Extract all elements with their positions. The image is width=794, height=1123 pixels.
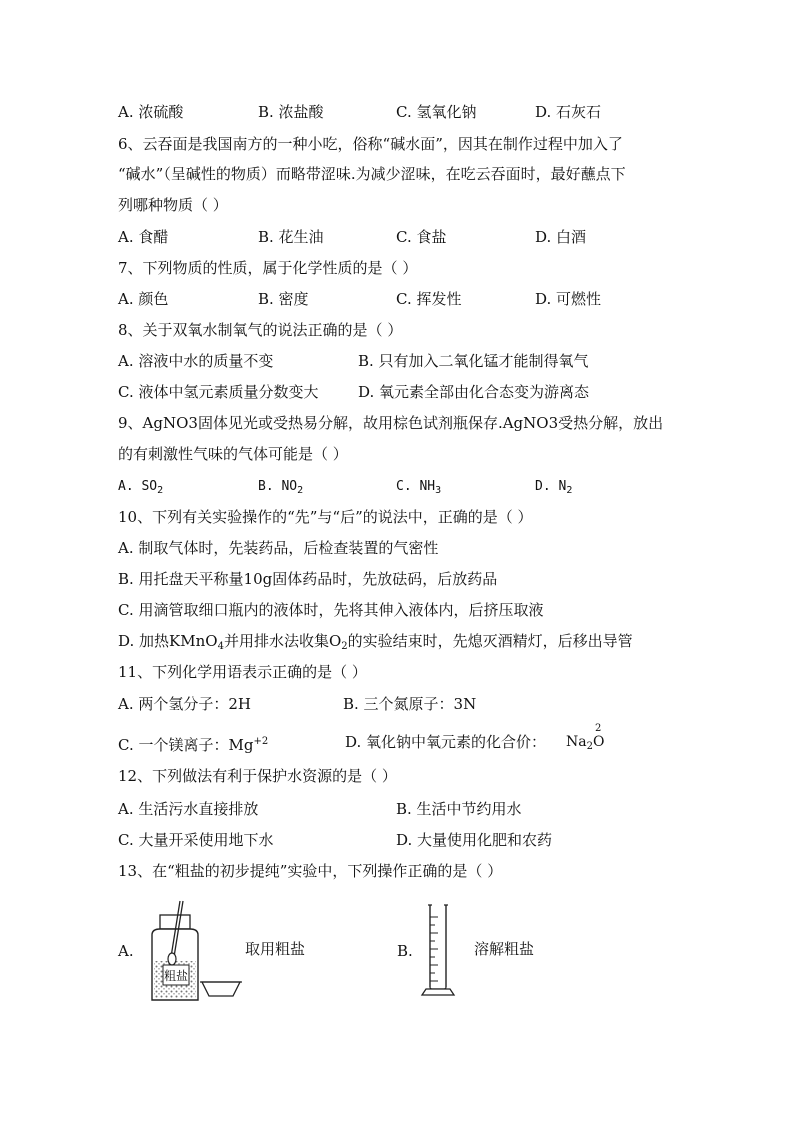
q6-option-a: A. 食醋 [118, 228, 169, 246]
q9-option-c-formula: C. NH [396, 479, 436, 494]
q12-option-a: A. 生活污水直接排放 [118, 800, 259, 818]
q9-option-a-subscript: 2 [157, 485, 164, 496]
q6-stem-line-3: 列哪种物质（ ） [118, 196, 228, 214]
q9-option-c [396, 477, 441, 501]
q8-option-a: A. 溶液中水的质量不变 [118, 352, 274, 370]
q10-option-a: A. 制取气体时，先装药品，后检查装置的气密性 [118, 539, 439, 557]
q10-option-d [118, 631, 633, 657]
q11-option-c [118, 732, 268, 755]
q12-option-c: C. 大量开采使用地下水 [118, 831, 274, 849]
q10-option-d-text-2: 并用排水法收集O [223, 632, 342, 650]
q10-option-d-sub-1: 4 [217, 641, 224, 652]
formula-o: O [592, 734, 605, 750]
q11-option-d-text: D. 氧化钠中氧元素的化合价： [345, 733, 547, 751]
q6-stem-line-2: “碱水”（呈碱性的物质）而略带涩味.为减少涩味，在吃云吞面时，最好蘸点下 [118, 165, 626, 183]
q8-option-d: D. 氧元素全部由化合态变为游离态 [358, 383, 590, 401]
formula-o-with-valence [592, 723, 605, 752]
q10-option-d-text-1: D. 加热KMnO [118, 632, 218, 650]
q6-option-d: D. 白酒 [535, 228, 587, 246]
formula-na: Na [566, 734, 587, 750]
q9-option-d-formula: D. N [535, 479, 567, 494]
q12-option-d: D. 大量使用化肥和农药 [396, 831, 553, 849]
q5-option-a: A. 浓硫酸 [118, 103, 184, 121]
q7-option-b: B. 密度 [258, 290, 309, 308]
q10-option-b: B. 用托盘天平称量10g固体药品时，先放砝码，后放药品 [118, 570, 498, 588]
q8-option-c: C. 液体中氢元素质量分数变大 [118, 383, 319, 401]
q13-figure-b-caption: 溶解粗盐 [474, 940, 535, 958]
q7-option-c: C. 挥发性 [396, 290, 462, 308]
q6-stem-line-1: 6、云吞面是我国南方的一种小吃，俗称“碱水面”，因其在制作过程中加入了 [118, 135, 623, 153]
q9-option-a [118, 477, 163, 501]
q11-option-c-superscript: +2 [253, 736, 269, 747]
q13-figure-a-image [140, 895, 245, 1010]
q7-option-d: D. 可燃性 [535, 290, 602, 308]
q9-option-b-subscript: 2 [297, 485, 304, 496]
q12-option-b: B. 生活中节约用水 [396, 800, 522, 818]
jar-label: 粗盐 [163, 969, 189, 983]
q5-option-d: D. 石灰石 [535, 103, 602, 121]
q9-stem-line-2: 的有刺激性气味的气体可能是（ ） [118, 445, 348, 463]
q9-option-b-formula: B. NO [258, 479, 298, 494]
q11-stem: 11、下列化学用语表示正确的是（ ） [118, 663, 367, 681]
q6-option-c: C. 食盐 [396, 228, 447, 246]
q8-option-b: B. 只有加入二氧化锰才能制得氧气 [358, 352, 589, 370]
q11-option-a: A. 两个氢分子：2H [118, 695, 251, 713]
q9-option-d [535, 477, 572, 501]
valence-mark: 2 [594, 723, 602, 734]
q9-option-b [258, 477, 303, 501]
q11-option-c-text: C. 一个镁离子：Mg [118, 736, 254, 754]
q10-option-d-text-3: 的实验结束时，先熄灭酒精灯，后移出导管 [347, 632, 633, 650]
q11-option-d-formula [566, 723, 605, 757]
q10-option-d-sub-2: 2 [341, 641, 348, 652]
q7-stem: 7、下列物质的性质，属于化学性质的是（ ） [118, 259, 418, 277]
q9-stem-line-1: 9、AgNO3固体见光或受热易分解，故用棕色试剂瓶保存.AgNO3受热分解，放出 [118, 414, 664, 432]
q13-figure-a-letter: A. [118, 942, 134, 960]
q11-option-d [345, 732, 546, 752]
q5-option-b: B. 浓盐酸 [258, 103, 324, 121]
q6-option-b: B. 花生油 [258, 228, 324, 246]
q12-stem: 12、下列做法有利于保护水资源的是（ ） [118, 767, 397, 785]
q9-option-a-formula: A. SO [118, 479, 158, 494]
q10-stem: 10、下列有关实验操作的“先”与“后”的说法中，正确的是（ ） [118, 508, 533, 526]
q13-stem: 13、在“粗盐的初步提纯”实验中，下列操作正确的是（ ） [118, 862, 503, 880]
q5-option-c: C. 氢氧化钠 [396, 103, 477, 121]
q9-option-c-subscript: 3 [435, 485, 442, 496]
q13-figure-b-letter: B. [397, 942, 413, 960]
q8-stem: 8、关于双氧水制氧气的说法正确的是（ ） [118, 321, 403, 339]
q7-option-a: A. 颜色 [118, 290, 169, 308]
q13-figure-b-image [418, 903, 458, 998]
q11-option-b: B. 三个氮原子：3N [343, 695, 477, 713]
formula-na-subscript: 2 [586, 741, 593, 752]
q10-option-c: C. 用滴管取细口瓶内的液体时，先将其伸入液体内，后挤压取液 [118, 601, 544, 619]
q9-option-d-subscript: 2 [566, 485, 573, 496]
q13-figure-a-caption: 取用粗盐 [245, 940, 306, 958]
